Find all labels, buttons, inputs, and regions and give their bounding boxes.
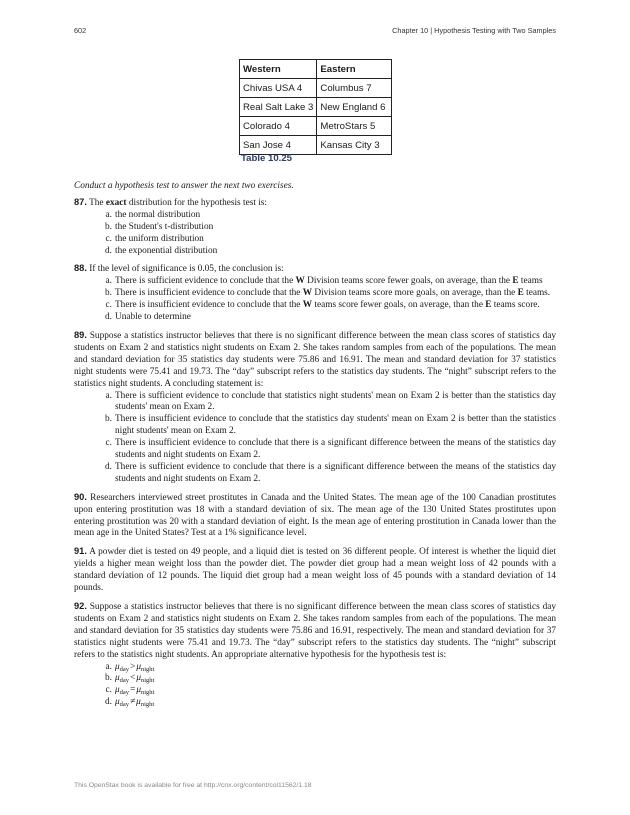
option-letter: d. xyxy=(105,461,112,472)
option-text: There is sufficient evidence to conclude that there is a significant difference between the means of the statistics day students and night students on Exam 2. xyxy=(115,461,556,484)
division-w: W xyxy=(302,300,313,311)
option-letter: a. xyxy=(105,209,112,220)
answer-option xyxy=(98,312,556,324)
table-caption: Table 10.25 xyxy=(241,153,293,164)
answer-option xyxy=(98,288,556,300)
option-letter: d. xyxy=(105,312,112,323)
subscript-night: night xyxy=(140,689,155,697)
question-number: 90. xyxy=(74,491,87,502)
table-cell: Real Salt Lake 3 xyxy=(240,98,317,117)
question-number: 91. xyxy=(74,546,87,557)
table-header-row xyxy=(240,60,392,79)
option-text: the uniform distribution xyxy=(115,233,204,244)
table-header-cell: Western xyxy=(240,60,317,79)
answer-options xyxy=(74,391,556,486)
question-text-part: distribution for the hypothesis test is: xyxy=(126,197,268,208)
option-letter: b. xyxy=(105,288,112,299)
answer-option xyxy=(98,234,556,246)
question-text xyxy=(74,330,556,391)
subscript-day: day xyxy=(119,665,130,673)
question-body: A powder diet is tested on 49 people, and a liquid diet is tested on 36 different people. Of interest is whether the liquid diet yields a higher mean weight loss than the powder diet. The powder diet group had a mean weight loss of 42 pounds with a standard deviation of 12 pounds. The liquid diet group had a mean weight loss of 45 pounds with a standard deviation of 14 pounds. xyxy=(74,547,556,594)
hypothesis-expression xyxy=(115,697,556,709)
table-cell: Columbus 7 xyxy=(317,79,392,98)
answer-option xyxy=(98,246,556,258)
answer-option xyxy=(98,685,556,697)
mu-symbol: μ xyxy=(136,685,141,696)
option-text: There is sufficient evidence to conclude that statistics night students' mean on Exam 2 is better than the statistics day students' mean on Exam 2. xyxy=(115,390,556,413)
option-letter: c. xyxy=(105,685,112,696)
question-body: Suppose a statistics instructor believes that there is no significant difference between the mean class scores of statistics day students on Exam 2 and statistics night students on Exam 2. She takes random samples from each of the populations. The mean and standard deviation for 35 statistics day students were 75.86 and 16.91, respectively. The mean and standard deviation for 37 statistics night students were 75.41 and 19.73. The “day” subscript refers to the statistics day students. The “night” subscript refers to the statistics night students. An appropriate alternative hypothesis for the hypothesis test is: xyxy=(74,602,557,660)
exercise-91 xyxy=(74,546,556,595)
question-number: 89. xyxy=(74,329,87,340)
table-row xyxy=(240,117,392,136)
subscript-day: day xyxy=(119,701,130,709)
subscript-night: night xyxy=(140,665,155,673)
answer-option xyxy=(98,662,556,674)
exercise-90 xyxy=(74,492,556,541)
option-text: Unable to determine xyxy=(115,312,191,323)
option-letter: a. xyxy=(105,661,112,672)
option-text-part: teams score. xyxy=(491,300,540,311)
option-letter: c. xyxy=(105,438,112,449)
table-cell: Colorado 4 xyxy=(240,117,317,136)
answer-options xyxy=(74,276,556,324)
question-body: Suppose a statistics instructor believes that there is no significant difference between the mean class scores of statistics day students on Exam 2 and statistics night students on Exam 2. She takes random samples from each of the populations. The mean and standard deviation for 35 statistics day students were 75.86 and 16.91. The mean and standard deviation for 37 statistics night students were 75.41 and 19.73. The “day” subscript refers to the statistics day students. The “night” subscript refers to the statistics night students. A concluding statement is: xyxy=(74,330,557,389)
option-text-part: Division teams score fewer goals, on average, than the xyxy=(304,276,513,287)
option-text-part: There is insufficient evidence to conclude that the xyxy=(115,300,303,311)
option-letter: d. xyxy=(105,245,112,256)
table-cell: San Jose 4 xyxy=(240,136,317,155)
table-cell: Chivas USA 4 xyxy=(240,79,317,98)
chapter-title: Chapter 10 | Hypothesis Testing with Two Samples xyxy=(392,26,556,35)
division-w: W xyxy=(302,288,313,299)
footer-note: This OpenStax book is available for free at http://cnx.org/content/col11562/1.18 xyxy=(74,782,312,789)
option-text xyxy=(115,288,556,300)
exercise-88 xyxy=(74,263,556,324)
page-number: 602 xyxy=(74,26,87,35)
question-body: If the level of significance is 0.05, the conclusion is: xyxy=(89,264,284,275)
question-text xyxy=(74,197,556,210)
option-text: There is insufficient evidence to conclude that the statistics day students' mean on Exam 2 is better than the statistics night students' mean on Exam 2. xyxy=(115,414,556,437)
option-text-part: teams score fewer goals, on average, than the xyxy=(312,300,486,311)
teams-table xyxy=(239,59,392,155)
option-letter: b. xyxy=(105,221,112,232)
hypothesis-expression xyxy=(115,662,556,674)
question-body: Researchers interviewed street prostitutes in Canada and the United States. The mean age of the 100 Canadian prostitutes upon entering prostitution was 18 with a standard deviation of six. The mean age of the 130 United States prostitutes upon entering prostitution was 20 with a standard deviation of eight. Is the mean age of entering prostitution in Canada lower than the mean age in the United States? Test at a 1% significance level. xyxy=(74,492,557,539)
exercise-92 xyxy=(74,601,556,709)
division-e: E xyxy=(517,288,524,299)
division-w: W xyxy=(295,276,305,287)
option-letter: c. xyxy=(105,300,112,311)
table-cell: New England 6 xyxy=(317,98,392,117)
question-bold-word: exact xyxy=(105,197,127,208)
answer-option xyxy=(98,462,556,486)
relation-operator: ≠ xyxy=(130,697,136,708)
table-header-cell: Eastern xyxy=(317,60,392,79)
table-row xyxy=(240,98,392,117)
option-text-part: teams xyxy=(518,276,543,287)
option-letter: d. xyxy=(105,697,112,708)
mu-symbol: μ xyxy=(115,673,120,684)
answer-option xyxy=(98,391,556,415)
subscript-night: night xyxy=(140,701,155,709)
option-text: the normal distribution xyxy=(115,209,201,220)
relation-operator: = xyxy=(130,685,136,696)
answer-option xyxy=(98,673,556,685)
option-text-part: There is insufficient evidence to conclude that the xyxy=(115,288,303,299)
mu-symbol: μ xyxy=(115,685,120,696)
subscript-night: night xyxy=(140,677,155,685)
answer-option xyxy=(98,210,556,222)
hypothesis-expression xyxy=(115,673,556,685)
answer-option xyxy=(98,438,556,462)
relation-operator: < xyxy=(130,673,136,684)
answer-option xyxy=(98,300,556,312)
hypothesis-expression xyxy=(115,685,556,697)
answer-option xyxy=(98,414,556,438)
question-number: 88. xyxy=(74,263,87,274)
answer-option xyxy=(98,222,556,234)
division-e: E xyxy=(512,276,519,287)
table-cell: Kansas City 3 xyxy=(317,136,392,155)
option-letter: b. xyxy=(105,414,112,425)
exercise-content xyxy=(74,181,556,715)
answer-options xyxy=(74,210,556,258)
option-letter: c. xyxy=(105,233,112,244)
option-text: There is insufficient evidence to conclude that there is a significant difference between the means of the statistics day students and night students on Exam 2. xyxy=(115,438,556,461)
answer-option xyxy=(98,697,556,709)
option-letter: b. xyxy=(105,673,112,684)
table-row xyxy=(240,79,392,98)
relation-operator: > xyxy=(130,661,136,672)
question-number: 87. xyxy=(74,196,87,207)
exercise-89 xyxy=(74,330,556,486)
option-text-part: Division teams score more goals, on average, than the xyxy=(312,288,518,299)
option-text: the exponential distribution xyxy=(115,245,218,256)
option-text xyxy=(115,300,556,312)
option-letter: a. xyxy=(105,390,112,401)
exercise-intro: Conduct a hypothesis test to answer the next two exercises. xyxy=(74,181,294,191)
mu-symbol: μ xyxy=(115,697,120,708)
division-e: E xyxy=(485,300,492,311)
option-letter: a. xyxy=(105,276,112,287)
mu-symbol: μ xyxy=(136,673,141,684)
option-text xyxy=(115,276,556,288)
question-number: 92. xyxy=(74,601,87,611)
mu-symbol: μ xyxy=(136,661,141,672)
table-row xyxy=(240,136,392,155)
subscript-day: day xyxy=(119,677,130,685)
exercise-87 xyxy=(74,197,556,258)
table-cell: MetroStars 5 xyxy=(317,117,392,136)
subscript-day: day xyxy=(119,689,130,697)
mu-symbol: μ xyxy=(115,661,120,672)
answer-options xyxy=(74,662,556,710)
option-text-part: There is sufficient evidence to conclude that the xyxy=(115,276,296,287)
question-text xyxy=(74,263,556,276)
answer-option xyxy=(98,276,556,288)
mu-symbol: μ xyxy=(136,697,141,708)
option-text-part: teams. xyxy=(523,288,551,299)
question-text xyxy=(74,601,556,662)
question-text-part: The xyxy=(89,197,106,208)
option-text: the Student's t-distribution xyxy=(115,221,214,232)
